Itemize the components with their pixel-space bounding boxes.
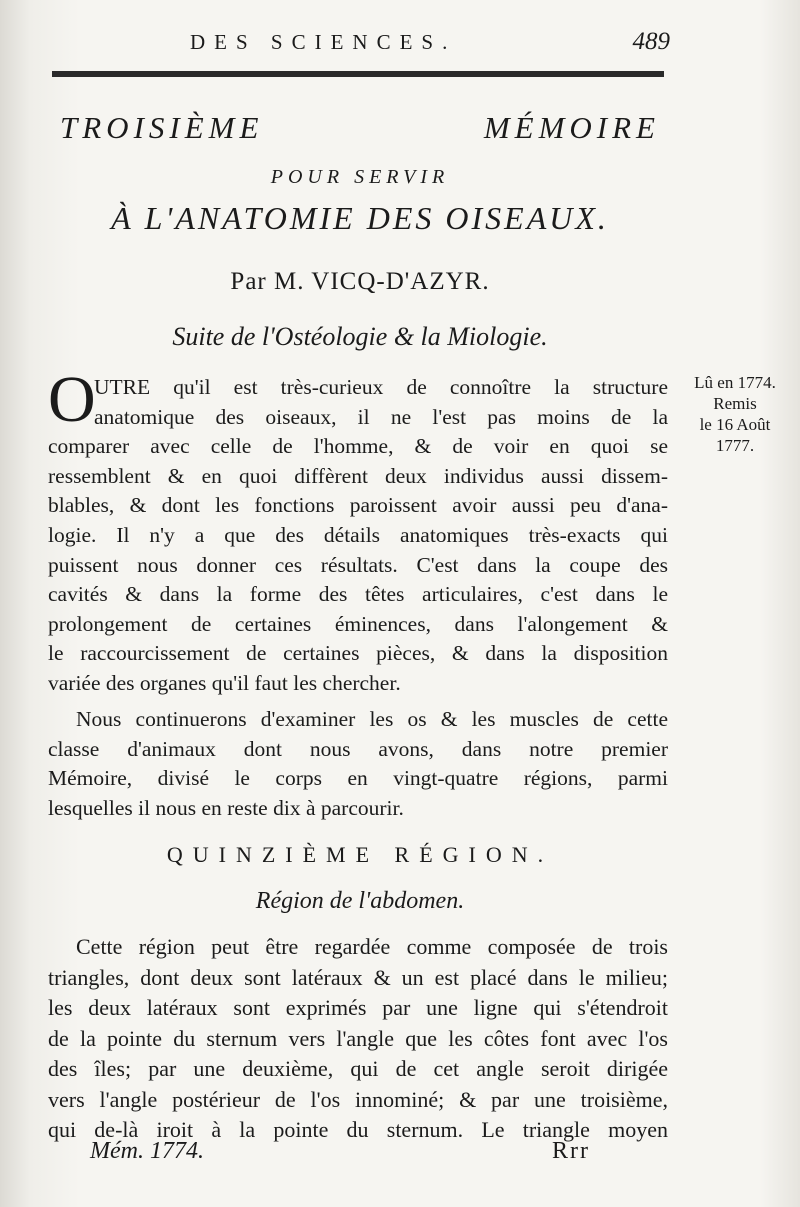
text-line: des îles; par une deuxième, qui de cet angle seroit dirigée: [48, 1056, 668, 1081]
text-line: Nous continuerons d'examiner les os & les muscles de cette: [76, 707, 668, 731]
margin-note-line: le 16 Août: [699, 415, 771, 434]
footer-volume: Mém. 1774.: [90, 1138, 204, 1164]
author-line: Par M. VICQ-D'AZYR.: [230, 268, 490, 295]
page-footer: [90, 1138, 590, 1172]
title-sub: POUR SERVIR: [270, 166, 450, 188]
text-line: vers l'angle postérieur de l'os innominé; & par une troisième,: [48, 1086, 668, 1112]
text-line: logie. Il n'y a que des détails anatomiques très-exacts qui: [48, 522, 668, 547]
drop-cap: O: [48, 363, 96, 436]
title-main: [60, 110, 660, 146]
text-line: ressemblent & en quoi diffèrent deux individus aussi dissem-: [48, 463, 668, 488]
text-line: comparer avec celle de l'homme, & de voir en quoi se: [48, 434, 668, 459]
text-line: les deux latéraux sont exprimés par une ligne qui s'étendroit: [48, 995, 668, 1020]
text-line: puissent nous donner ces résultats. C'est dans la coupe des: [48, 552, 668, 577]
running-title: DES SCIENCES.: [190, 30, 457, 54]
text-line: blables, & dont les fonctions paroissent avoir aussi peu d'ana-: [48, 493, 668, 518]
section-subheading: Région de l'abdomen.: [255, 888, 465, 914]
text-line: prolongement de certaines éminences, dans l'alongement &: [48, 611, 668, 636]
text-line: Cette région peut être regardée comme composée de trois: [76, 934, 668, 959]
margin-note-line: Remis: [713, 394, 757, 413]
paragraph-intro: [48, 373, 668, 699]
text-line: qui de-là iroit à la pointe du sternum. Le triangle moyen: [48, 1117, 668, 1142]
text-line: UTRE qu'il est très-curieux de connoître la structure: [94, 375, 668, 399]
text-line: anatomique des oiseaux, il ne l'est pas moins de la: [94, 404, 668, 429]
text-line: cavités & dans la forme des têtes articulaires, c'est dans le: [48, 582, 668, 607]
page-number: 489: [632, 28, 670, 55]
subtitle: Suite de l'Ostéologie & la Miologie.: [172, 322, 548, 351]
margin-note: [676, 372, 794, 456]
margin-note-line: Lû en 1774.: [694, 373, 776, 392]
header-rule: [52, 71, 664, 77]
paragraph-regions: [48, 705, 668, 823]
text-line: lesquelles il nous en reste dix à parcourir.: [48, 795, 404, 820]
text-line: de la pointe du sternum vers l'angle que les côtes font avec l'os: [48, 1025, 668, 1051]
text-line: classe d'animaux dont nous avons, dans notre premier: [48, 736, 668, 761]
paragraph-abdomen: [48, 932, 668, 1146]
text-line: variée des organes qu'il faut les chercher.: [48, 670, 401, 695]
footer-signature: Rrr: [552, 1138, 590, 1164]
text-line: le raccourcissement de certaines pièces, & dans la disposition: [48, 641, 668, 666]
text-line: triangles, dont deux sont latéraux & un est placé dans le milieu;: [48, 964, 668, 990]
title-main-left: TROISIÈME: [60, 110, 264, 145]
text-line: Mémoire, divisé le corps en vingt-quatre régions, parmi: [48, 766, 668, 791]
running-head: [180, 28, 670, 64]
margin-note-line: 1777.: [715, 436, 755, 455]
title-part: À L'ANATOMIE DES OISEAUX.: [111, 200, 609, 236]
section-heading: QUINZIÈME RÉGION.: [166, 842, 554, 867]
title-main-right: MÉMOIRE: [483, 110, 660, 145]
